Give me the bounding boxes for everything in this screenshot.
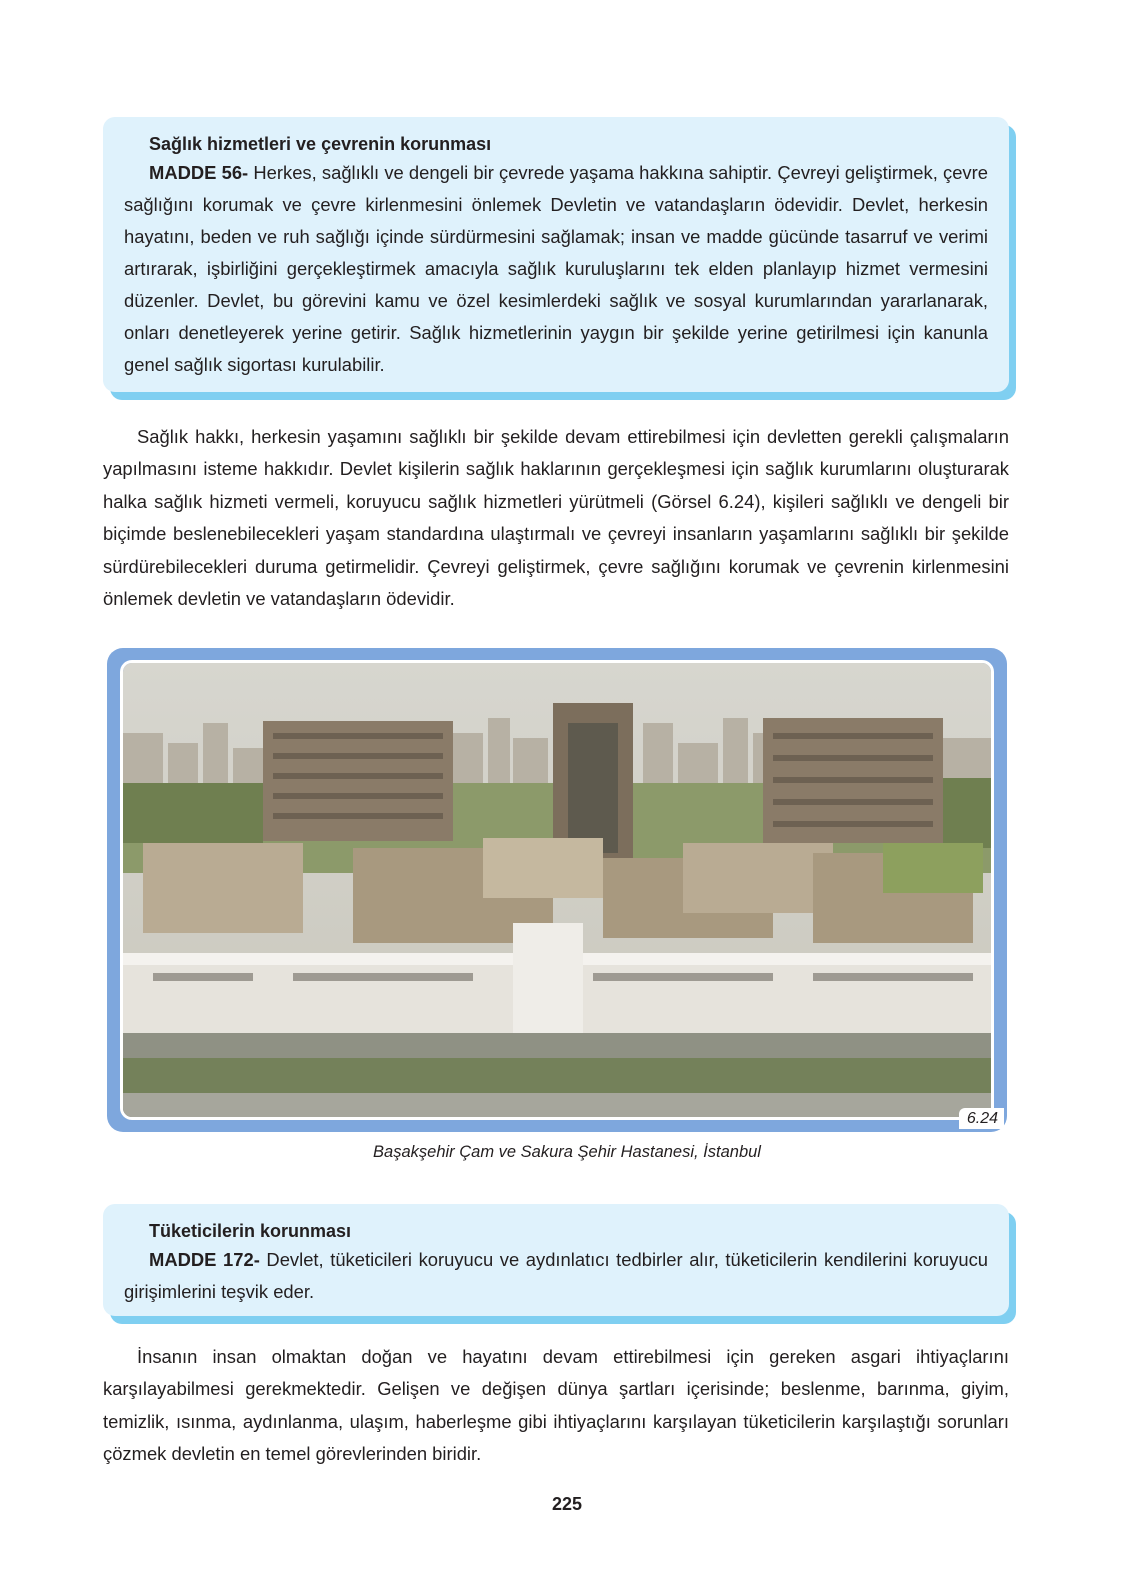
article-56-box [103,117,1009,392]
figure-caption: Başakşehir Çam ve Sakura Şehir Hastanesi, İstanbul [373,1143,761,1161]
article-56-label: MADDE 56- [149,162,249,183]
page-number: 225 [551,1494,583,1514]
article-56-body [124,157,988,381]
article-56-text: Herkes, sağlıklı ve dengeli bir çevrede yaşama hakkına sahiptir. Çevreyi geliştirmek, çevre sağlığını korumak ve çevre kirlenmesini önlemek Devletin ve vatandaşların ödevidir. Devlet, herkesin hayatını, beden ve ruh sağlığı içinde sürdürmesini sağlamak; insan ve madde gücünde tasarruf ve verimi artırarak, işbirliğini gerçekleştirmek amacıyla sağlık kuruluşlarını tek elden planlayıp hizmet vermesini düzenler. Devlet, bu görevini kamu ve özel kesimlerdeki sağlık ve sosyal kurumlarından yararlanarak, onları denetleyerek yerine getirir. Sağlık hizmetlerinin yaygın bir şekilde yerine getirilmesi için kanunla genel sağlık sigortası kurulabilir. [124,162,988,375]
article-172-text: Devlet, tüketicileri koruyucu ve aydınlatıcı tedbirler alır, tüketicilerin kendilerini koruyucu girişimlerini teşvik eder. [124,1249,988,1302]
article-56-title: Sağlık hizmetleri ve çevrenin korunması [149,134,492,154]
hospital-illustration [123,663,991,1117]
article-172-box [103,1204,1009,1316]
hospital-photo [120,660,994,1120]
paragraph-consumer-needs: İnsanın insan olmaktan doğan ve hayatını devam ettirebilmesi için gereken asgari ihtiyaçlarını karşılayabilmesi gerekmektedir. Gelişen ve değişen dünya şartları içerisinde; beslenme, barınma, giyim, temizlik, ısınma, aydınlanma, ulaşım, haberleşme gibi ihtiyaçlarını karşılayan tüketicilerin karşılaştığı sorunları çözmek devletin en temel görevlerinden biridir. [103,1346,1009,1465]
figure-frame [107,648,1007,1132]
paragraph-health-right: Sağlık hakkı, herkesin yaşamını sağlıklı bir şekilde devam ettirebilmesi için devletten gerekli çalışmaların yapılmasını isteme hakkıdır. Devlet kişilerin sağlık haklarının gerçekleşmesi için sağlık kurumlarını oluşturarak halka sağlık hizmeti vermeli, koruyucu sağlık hizmetleri yürütmeli (Görsel 6.24), kişileri sağlıklı ve dengeli bir biçimde beslenebilecekleri yaşam standardına ulaştırmalı ve çevreyi insanların yaşamlarını sağlıklı bir şekilde sürdürebilecekleri duruma getirmelidir. Çevreyi geliştirmek, çevre sağlığını korumak ve çevrenin kirlenmesini önlemek devletin ve vatandaşların ödevidir. [103,426,1009,610]
article-172-label: MADDE 172- [149,1249,260,1270]
article-172-body [124,1244,988,1308]
article-172-title: Tüketicilerin korunması [149,1221,352,1241]
figure-number: 6.24 [959,1108,1004,1129]
